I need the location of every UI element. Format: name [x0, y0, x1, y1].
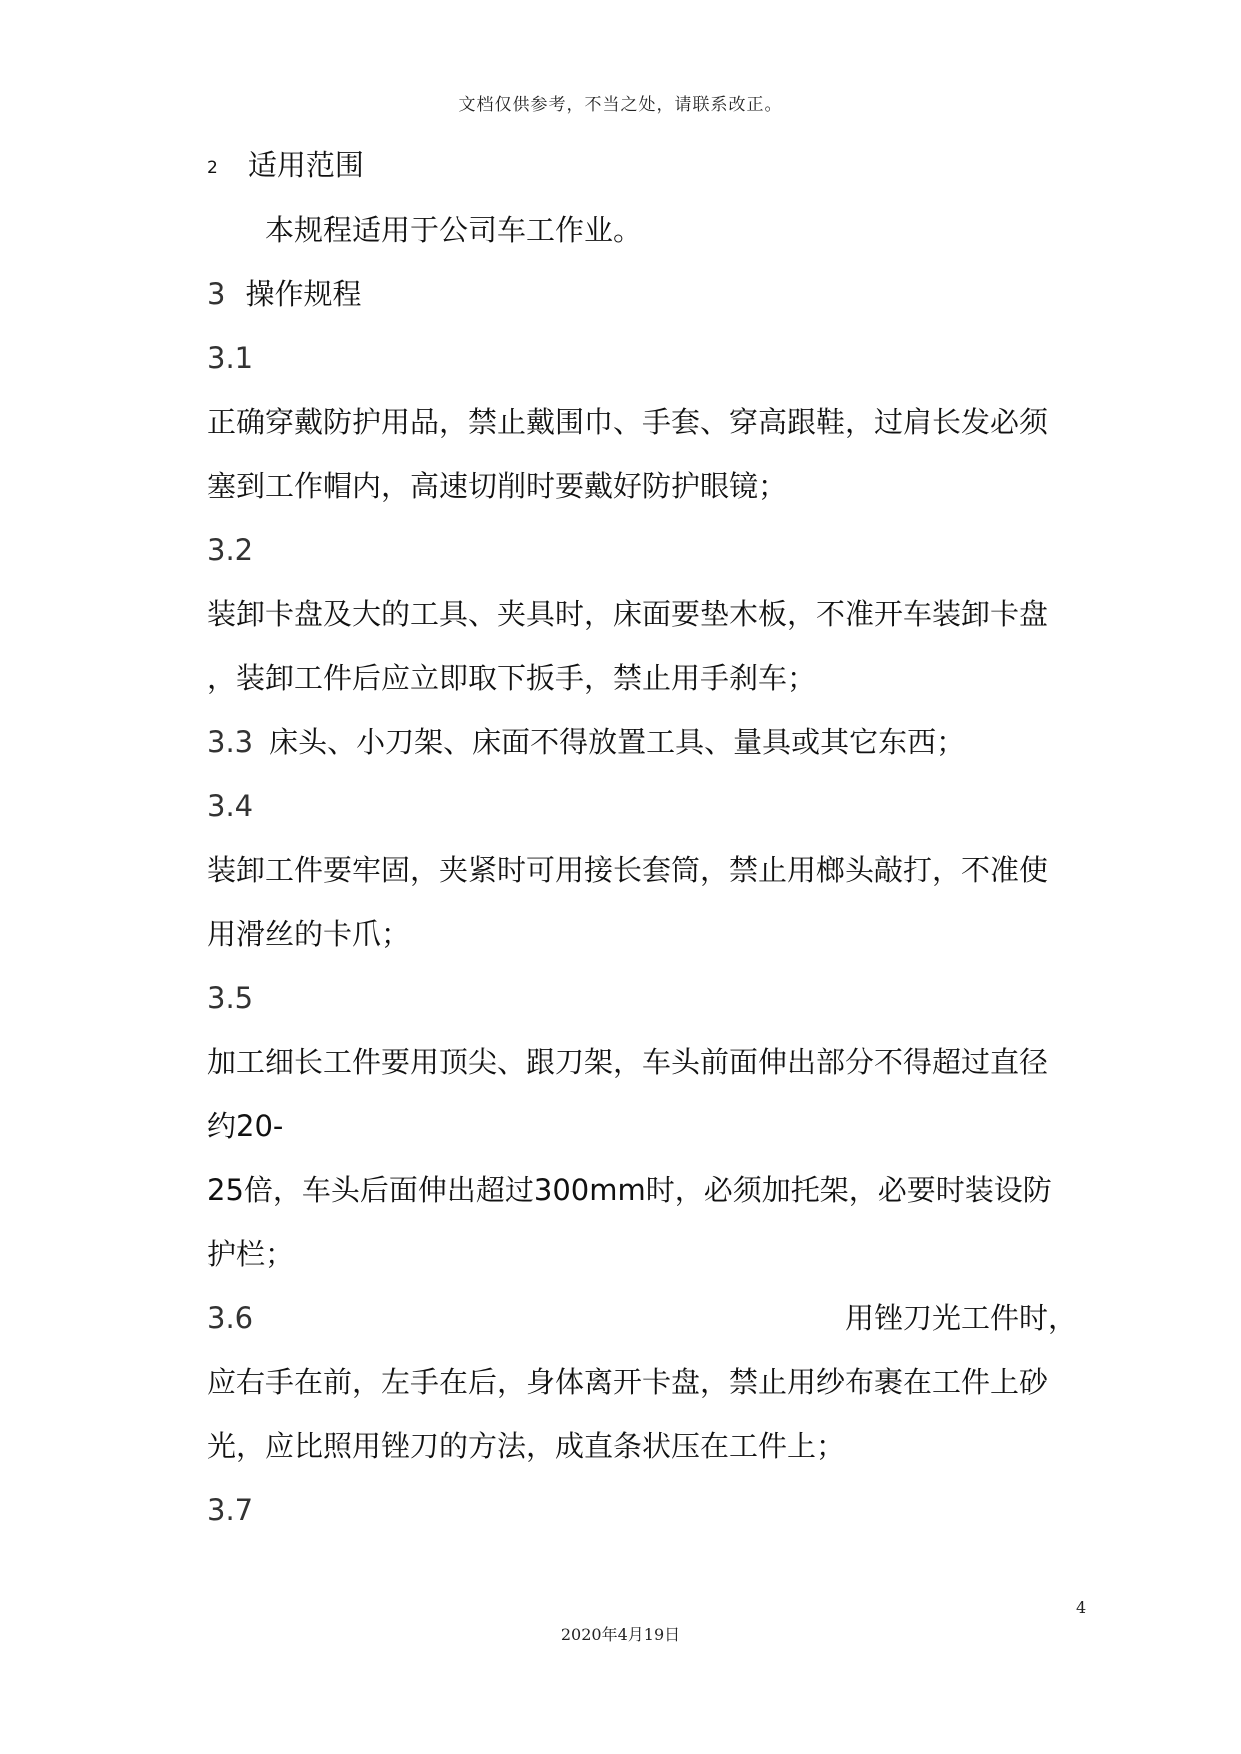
item-3-3-text: 床头、小刀架、床面不得放置工具、量具或其它东西； — [269, 725, 966, 759]
item-3-1-number: 3.1 — [207, 341, 254, 375]
item-3-2-line-2: ，装卸工件后应立即取下扳手，禁止用手刹车； — [207, 661, 817, 695]
item-3-1-line-2: 塞到工作帽内，高速切削时要戴好防护眼镜； — [207, 469, 788, 503]
item-3-1-line-1: 正确穿戴防护用品，禁止戴围巾、手套、穿高跟鞋，过肩长发必须 — [207, 405, 1049, 439]
item-3-6-line-2: 应右手在前，左手在后，身体离开卡盘，禁止用纱布裹在工件上砂 — [207, 1365, 1049, 1399]
section-3-heading — [207, 274, 361, 314]
item-3-2-line-1: 装卸卡盘及大的工具、夹具时，床面要垫木板，不准开车装卸卡盘 — [207, 597, 1049, 631]
section-3-number: 3 — [207, 277, 226, 311]
item-3-5-number: 3.5 — [207, 981, 254, 1015]
item-3-3 — [207, 722, 965, 762]
header-note: 文档仅供参考，不当之处，请联系改正。 — [458, 95, 783, 115]
footer-date: 2020年4月19日 — [560, 1625, 681, 1644]
item-3-5-line-3: 25倍，车头后面伸出超过300mm时，必须加托架，必要时装设防 — [207, 1173, 1052, 1207]
section-2-number: 2 — [207, 158, 218, 178]
item-3-6-line-1: 用锉刀光工件时， — [845, 1301, 1078, 1335]
item-3-4-number: 3.4 — [207, 789, 254, 823]
section-2-heading — [207, 145, 364, 190]
section-2-title: 适用范围 — [247, 148, 364, 182]
item-3-5-line-2: 约20- — [207, 1109, 284, 1143]
page-number: 4 — [1076, 1598, 1087, 1617]
item-3-5-line-1: 加工细长工件要用顶尖、跟刀架，车头前面伸出部分不得超过直径 — [207, 1045, 1049, 1079]
item-3-5-line-4: 护栏； — [207, 1237, 295, 1271]
item-3-4-line-1: 装卸工件要牢固，夹紧时可用接长套筒，禁止用榔头敲打，不准使 — [207, 853, 1049, 887]
item-3-4-line-2: 用滑丝的卡爪； — [207, 917, 411, 951]
section-2-text: 本规程适用于公司车工作业。 — [265, 213, 643, 247]
item-3-2-number: 3.2 — [207, 533, 254, 567]
item-3-7-number: 3.7 — [207, 1493, 254, 1527]
item-3-3-number: 3.3 — [207, 725, 254, 759]
item-3-6-line-3: 光，应比照用锉刀的方法，成直条状压在工件上； — [207, 1429, 846, 1463]
item-3-6-number: 3.6 — [207, 1301, 254, 1335]
section-3-title: 操作规程 — [245, 277, 362, 311]
